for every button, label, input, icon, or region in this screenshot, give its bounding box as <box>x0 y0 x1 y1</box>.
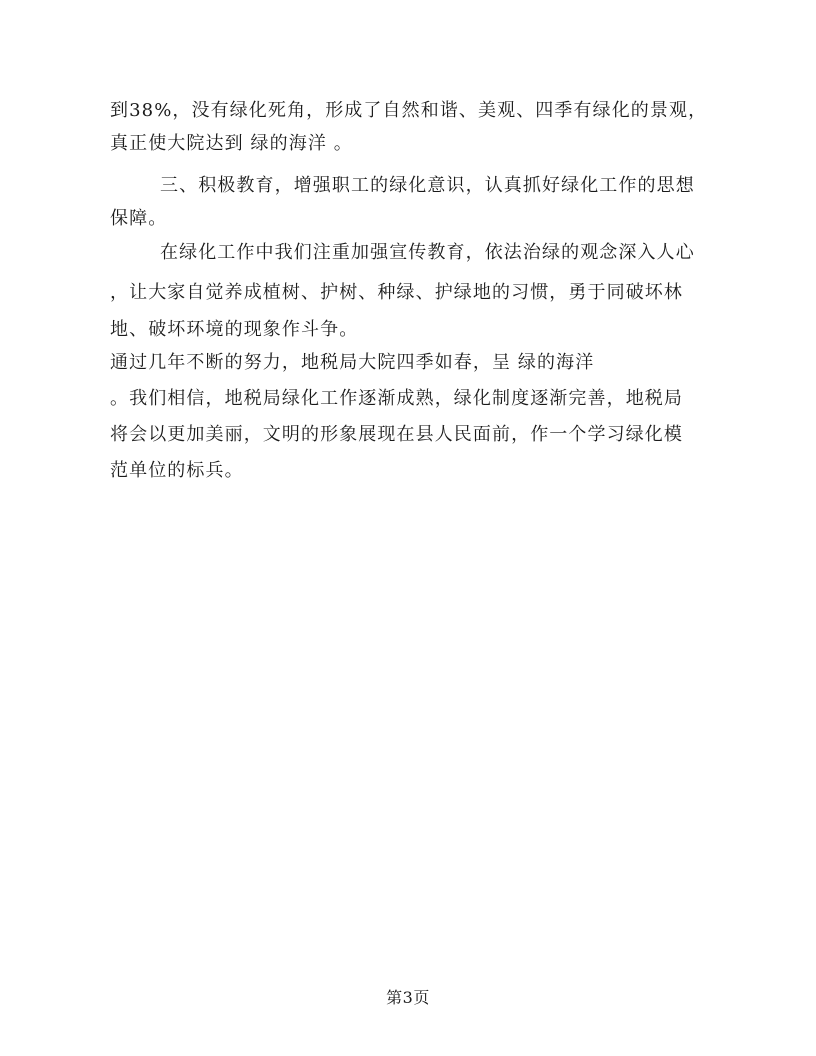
body-text-line: ，让大家自觉养成植树、护树、种绿、护绿地的习惯，勇于同破坏林 <box>110 282 683 303</box>
body-text-line: 范单位的标兵。 <box>110 460 244 481</box>
body-text-line: 将会以更加美丽，文明的形象展现在县人民面前，作一个学习绿化模 <box>110 424 683 445</box>
body-text-line: 真正使大院达到 绿的海洋 。 <box>110 133 353 154</box>
section-heading-line: 三、积极教育，增强职工的绿化意识，认真抓好绿化工作的思想 <box>160 175 695 196</box>
body-text-line: 。我们相信，地税局绿化工作逐渐成熟，绿化制度逐渐完善，地税局 <box>110 388 683 409</box>
body-text-line: 到38%，没有绿化死角，形成了自然和谐、美观、四季有绿化的景观， <box>110 100 708 121</box>
section-heading-line: 保障。 <box>110 208 168 229</box>
body-text-line: 在绿化工作中我们注重加强宣传教育，依法治绿的观念深入人心 <box>160 242 695 263</box>
body-text-line: 通过几年不断的努力，地税局大院四季如春，呈 绿的海洋 <box>110 352 595 373</box>
body-text-line: 地、破坏环境的现象作斗争。 <box>110 319 359 340</box>
page-number: 第3页 <box>386 988 430 1007</box>
